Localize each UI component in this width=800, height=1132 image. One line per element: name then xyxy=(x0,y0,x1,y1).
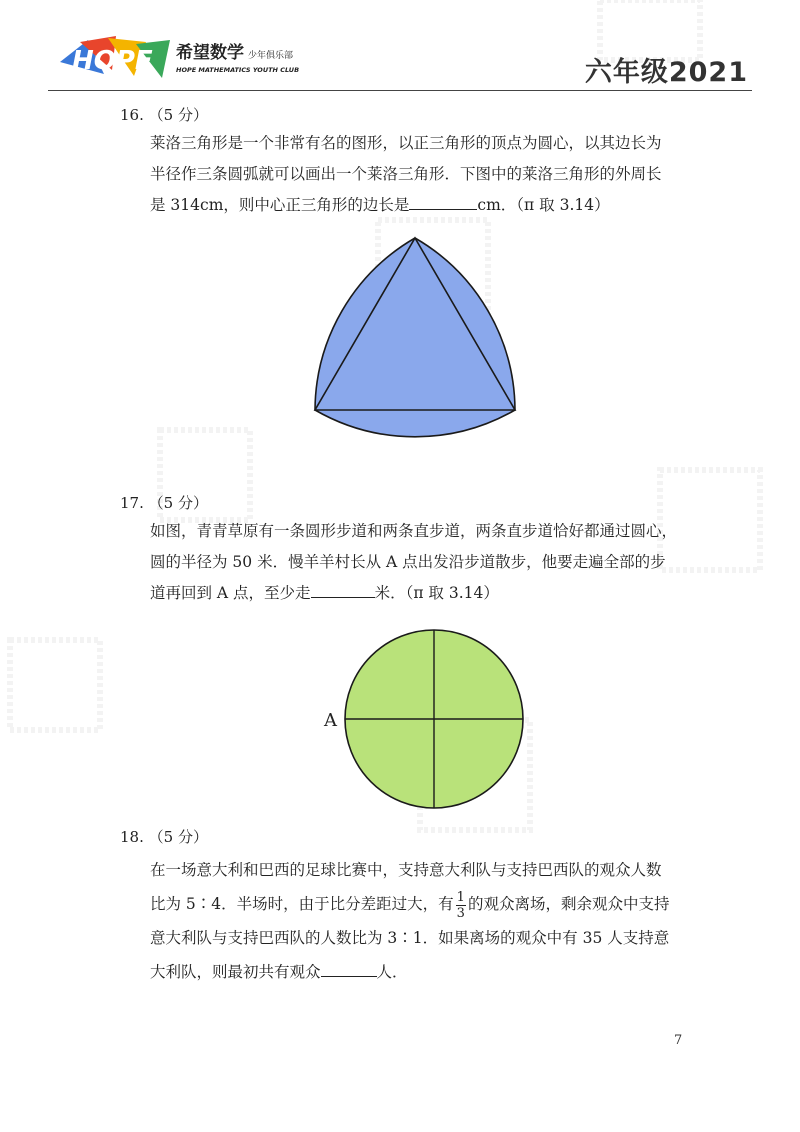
circular-path-figure xyxy=(318,626,534,812)
question-line: 圆的半径为 50 米．慢羊羊村长从 A 点出发沿步道散步，他要走遍全部的步 xyxy=(150,553,666,571)
question-line: 半径作三条圆弧就可以画出一个莱洛三角形．下图中的莱洛三角形的外周长 xyxy=(150,165,662,183)
reuleaux-shape xyxy=(315,238,515,437)
answer-blank[interactable] xyxy=(311,581,375,598)
question-number: 17. xyxy=(120,494,144,512)
question-line: 如图，青青草原有一条圆形步道和两条直步道，两条直步道恰好都通过圆心， xyxy=(150,522,678,540)
question-line: 道再回到 A 点，至少走 米．（π 取 3.14） xyxy=(150,578,690,609)
question-line: 比为 5∶4．半场时，由于比分差距过大，有 $\frac{1}{3}$ 的观众离场，剩余观众中支持 xyxy=(150,889,670,921)
question-16-header xyxy=(120,104,208,125)
fraction-one-third: $\frac{1}{3}$ xyxy=(456,889,465,921)
question-16-text xyxy=(150,128,690,221)
page-number: 7 xyxy=(674,1033,683,1048)
grade-title: 六年级2021 xyxy=(584,57,748,88)
question-line: 在一场意大利和巴西的足球比赛中，支持意大利队与支持巴西队的观众人数 xyxy=(150,861,662,879)
question-line: 意大利队与支持巴西队的人数比为 3∶1．如果离场的观众中有 35 人支持意 xyxy=(150,929,670,947)
question-number: 18. xyxy=(120,828,144,846)
question-points: （5 分） xyxy=(148,494,208,512)
question-points: （5 分） xyxy=(148,828,208,846)
logo-hope-text: HOPE xyxy=(72,46,153,76)
question-18-text xyxy=(150,853,690,989)
question-17-header xyxy=(120,492,208,513)
question-number: 16. xyxy=(120,106,144,124)
question-points: （5 分） xyxy=(148,106,208,124)
question-17-text xyxy=(150,516,690,609)
question-line: 是 314cm，则中心正三角形的边长是 cm．（π 取 3.14） xyxy=(150,190,690,221)
reuleaux-triangle-figure xyxy=(308,232,522,444)
point-a-label: A xyxy=(324,710,337,731)
question-line: 大利队，则最初共有观众 人． xyxy=(150,955,690,989)
logo-cn-text: 希望数学 xyxy=(176,43,244,63)
answer-blank[interactable] xyxy=(409,193,477,210)
question-18-header xyxy=(120,826,208,847)
logo-sub-text: 少年俱乐部 xyxy=(248,51,294,61)
question-line: 莱洛三角形是一个非常有名的图形，以正三角形的顶点为圆心，以其边长为 xyxy=(150,134,662,152)
logo-en-text: HOPE MATHEMATICS YOUTH CLUB xyxy=(176,66,300,74)
answer-blank[interactable] xyxy=(321,960,377,977)
